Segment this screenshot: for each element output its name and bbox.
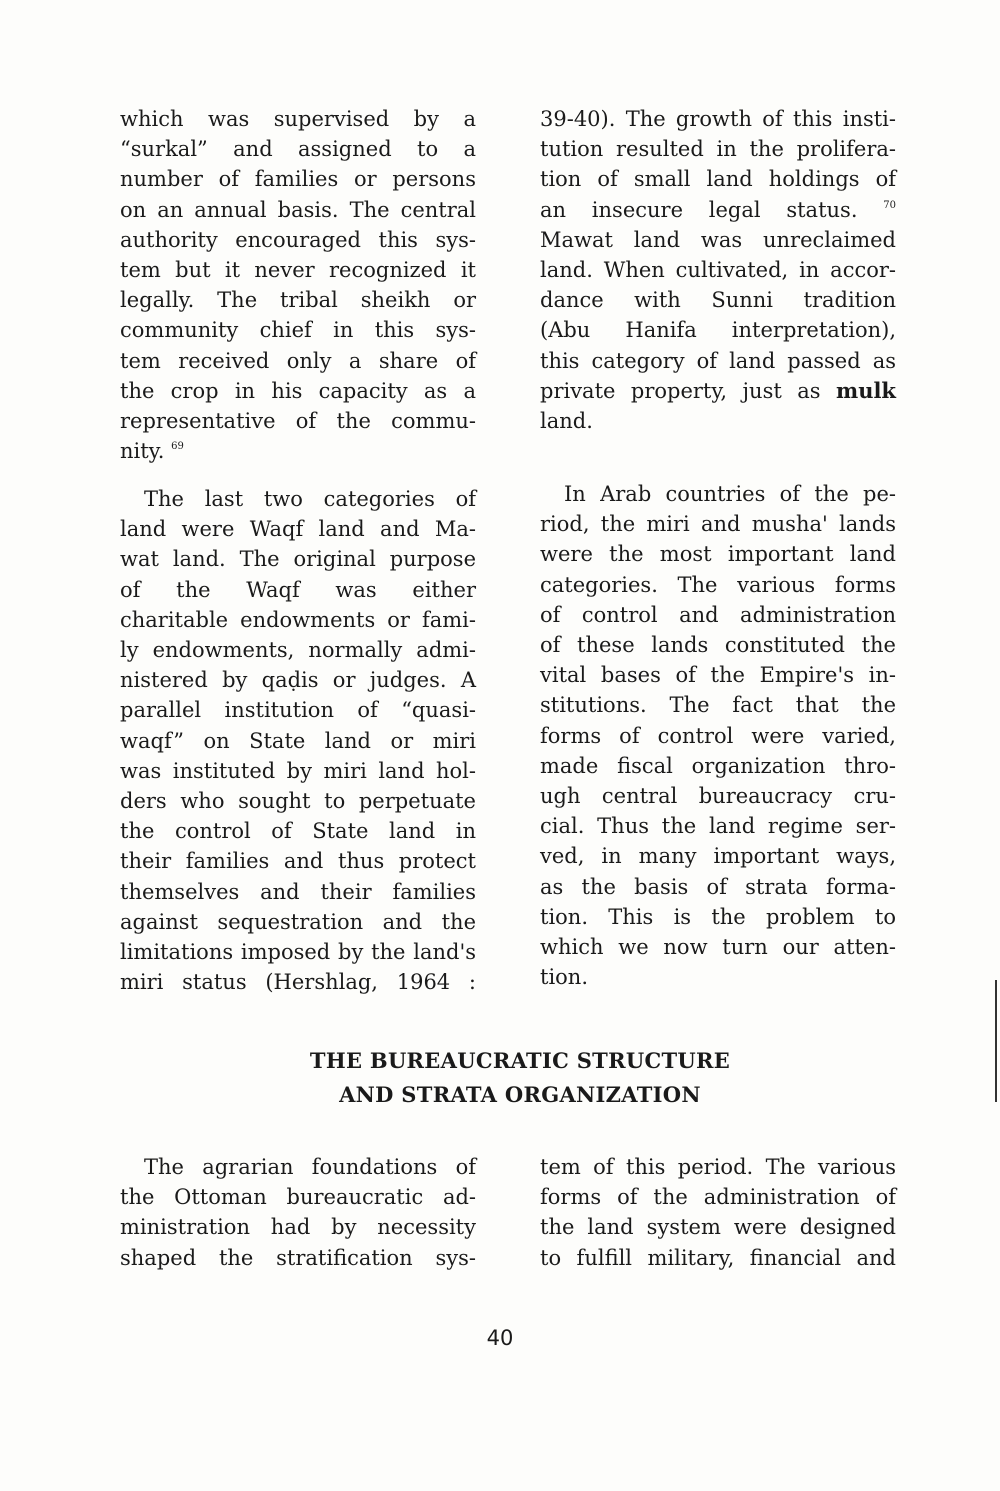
text-line: legally. The tribal sheikh or xyxy=(120,288,476,313)
text-run: an insecure legal status. xyxy=(540,197,858,222)
text-line: of these lands constituted the xyxy=(540,633,896,657)
section-heading-line-2: AND STRATA ORGANIZATION xyxy=(339,1082,701,1107)
text-line: Mawat land was unreclaimed xyxy=(540,227,896,252)
text-run: nity. xyxy=(120,439,165,464)
text-line: dance with Sunni tradition xyxy=(540,288,896,313)
section-heading-line-1: THE BUREAUCRATIC STRUCTURE xyxy=(309,1048,731,1073)
text-line: stitutions. The fact that the xyxy=(540,693,896,718)
text-line xyxy=(540,376,896,406)
text-line: representative of the commu- xyxy=(120,409,476,433)
text-line: limitations imposed by the land's xyxy=(120,940,476,964)
text-line: tion of small land holdings of xyxy=(540,167,896,192)
text-line: tem received only a share of xyxy=(120,348,476,373)
text-line: categories. The various forms xyxy=(540,572,896,597)
text-line: made fiscal organization thro- xyxy=(540,753,896,778)
text-line: forms of the administration of xyxy=(540,1185,896,1210)
text-line: ugh central bureaucracy cru- xyxy=(540,784,896,808)
text-line: land. When cultivated, in accor- xyxy=(540,258,896,282)
text-line: ministration had by necessity xyxy=(120,1215,476,1240)
text-line: the crop in his capacity as a xyxy=(120,378,476,403)
text-line: tution resulted in the prolifera- xyxy=(540,137,896,162)
text-line: ved, in many important ways, xyxy=(540,844,896,869)
text-line: vital bases of the Empire's in- xyxy=(540,663,896,688)
text-line: ders who sought to perpetuate xyxy=(120,789,476,813)
text-run: private property, just as xyxy=(540,378,836,403)
text-line: was instituted by miri land hol- xyxy=(120,758,476,783)
text-line: against sequestration and the xyxy=(120,909,476,934)
text-line: land were Waqf land and Ma- xyxy=(120,517,476,542)
text-line: of control and administration xyxy=(540,602,896,627)
text-line: (Abu Hanifa interpretation), xyxy=(540,318,896,343)
text-line: on an annual basis. The central xyxy=(120,197,476,222)
text-line: The last two categories of xyxy=(144,487,476,511)
text-line: cial. Thus the land regime ser- xyxy=(540,814,896,839)
text-line: ly endowments, normally admi- xyxy=(120,638,476,662)
page-number: 40 xyxy=(486,1326,514,1350)
text-line: miri status (Hershlag, 1964 : xyxy=(120,970,476,995)
margin-rule xyxy=(995,980,997,1102)
text-line xyxy=(540,195,896,225)
text-line: waqf” on State land or miri xyxy=(120,728,476,753)
text-line: the Ottoman bureaucratic ad- xyxy=(120,1185,476,1210)
text-line: charitable endowments or fami- xyxy=(120,607,476,632)
text-line: number of families or persons xyxy=(120,167,476,192)
text-line: to fulfill military, financial and xyxy=(540,1245,896,1270)
text-line: 39-40). The growth of this insti- xyxy=(540,107,896,131)
text-line: tion. This is the problem to xyxy=(540,904,896,929)
text-line: tem but it never recognized it xyxy=(120,258,476,282)
bold-term: mulk xyxy=(835,377,896,403)
text-line: parallel institution of “quasi- xyxy=(120,698,476,723)
text-line: were the most important land xyxy=(540,542,896,567)
text-line: this category of land passed as xyxy=(540,348,896,373)
text-line: themselves and their families xyxy=(120,879,476,904)
text-line: authority encouraged this sys- xyxy=(120,227,476,252)
text-line: community chief in this sys- xyxy=(120,318,476,343)
text-line: wat land. The original purpose xyxy=(120,547,476,572)
text-line: tion. xyxy=(540,965,588,990)
text-line: of the Waqf was either xyxy=(120,577,476,602)
text-line: The agrarian foundations of xyxy=(144,1155,476,1179)
footnote-marker: 70 xyxy=(883,199,896,211)
text-line: the control of State land in xyxy=(120,819,476,844)
text-line: their families and thus protect xyxy=(120,849,476,874)
text-line: forms of control were varied, xyxy=(540,723,896,748)
text-line: “surkal” and assigned to a xyxy=(120,137,476,162)
footnote-marker: 69 xyxy=(171,441,184,453)
text-line: tem of this period. The various xyxy=(540,1155,896,1179)
text-line: which was supervised by a xyxy=(120,107,476,131)
text-line: land. xyxy=(540,409,593,433)
text-line: as the basis of strata forma- xyxy=(540,874,896,899)
text-line: which we now turn our atten- xyxy=(540,935,896,959)
text-line xyxy=(120,436,476,466)
text-line: shaped the stratification sys- xyxy=(120,1245,476,1270)
text-line: nistered by qaḍis or judges. A xyxy=(120,668,476,693)
text-line: the land system were designed xyxy=(540,1215,896,1240)
text-line: riod, the miri and musha' lands xyxy=(540,512,896,537)
text-line: In Arab countries of the pe- xyxy=(564,482,896,506)
